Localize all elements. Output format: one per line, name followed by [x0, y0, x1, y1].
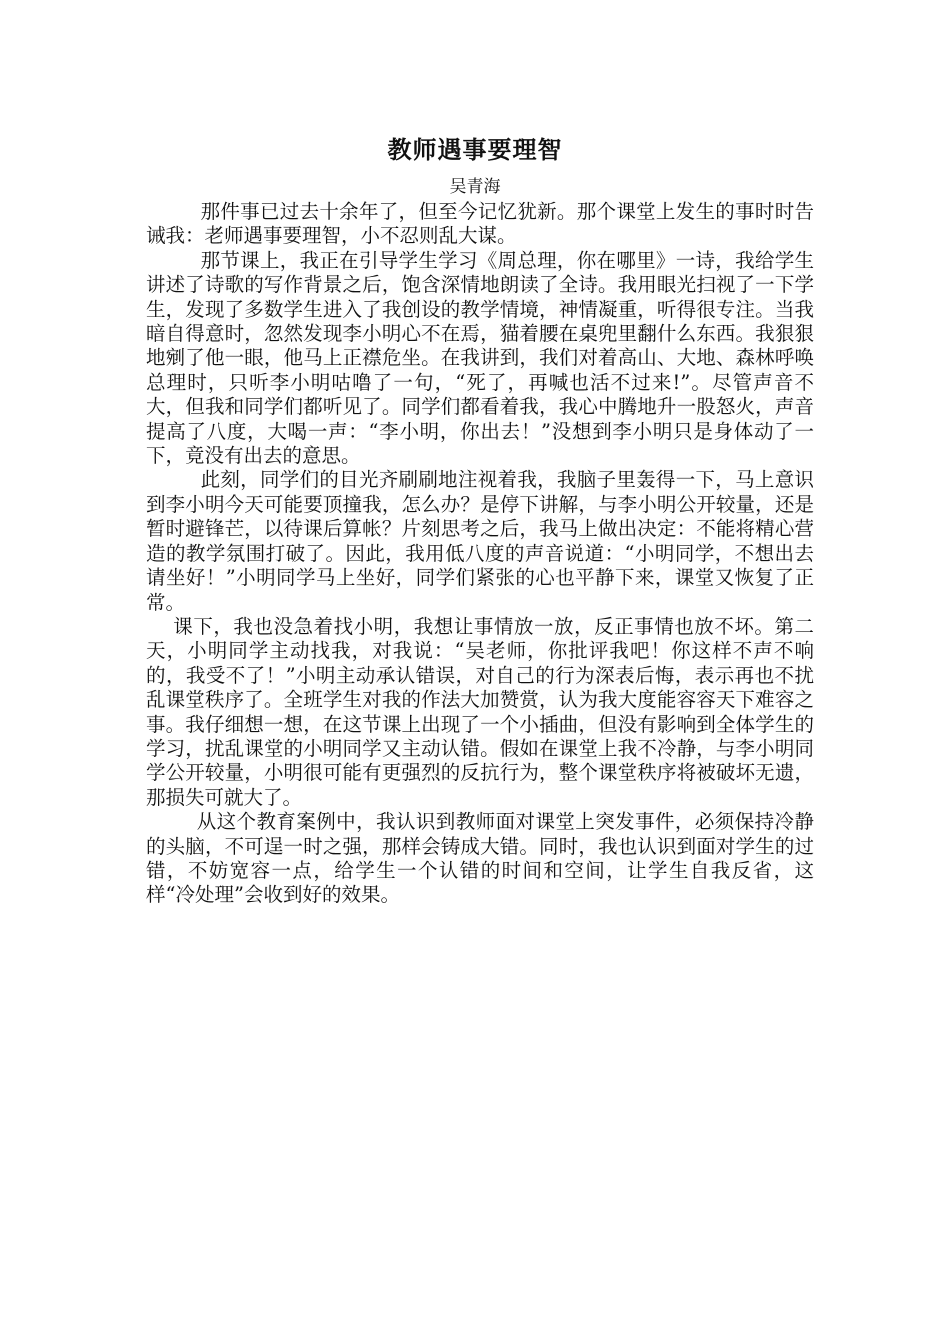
paragraph-1: 那件事已过去十余年了，但至今记忆犹新。那个课堂上发生的事时时告诫我：老师遇事要理智，小不忍则乱大谋。 — [146, 200, 814, 248]
paragraph-2: 那节课上，我正在引导学生学习《周总理，你在哪里》一诗，我给学生讲述了诗歌的写作背景之后，饱含深情地朗读了全诗。我用眼光扫视了一下学生，发现了多数学生进入了我创设的教学情境，神情凝重，听得很专注。当我暗自得意时，忽然发现李小明心不在焉，猫着腰在桌兜里翻什么东西。我狠狠地剜了他一眼，他马上正襟危坐。在我讲到，我们对着高山、大地、森林呼唤总理时，只听李小明咕噜了一句，“死了，再喊也活不过来!”。尽管声音不大，但我和同学们都听见了。同学们都看着我，我心中腾地升一股怒火，声音提高了八度，大喝一声：“李小明，你出去！”没想到李小明只是身体动了一下，竟没有出去的意思。 — [146, 248, 814, 468]
document-body — [146, 200, 814, 908]
document-title: 教师遇事要理智 — [387, 135, 563, 164]
document-author: 吴青海 — [449, 177, 501, 197]
paragraph-4: 课下，我也没急着找小明，我想让事情放一放，反正事情也放不坏。第二天，小明同学主动找我，对我说：“吴老师，你批评我吧！你这样不声不响的，我受不了！”小明主动承认错误，对自己的行为深表后悔，表示再也不扰乱课堂秩序了。全班学生对我的作法大加赞赏，认为我大度能容容天下难容之事。我仔细想一想，在这节课上出现了一个小插曲，但没有影响到全体学生的学习，扰乱课堂的小明同学又主动认错。假如在课堂上我不冷静，与李小明同学公开较量，小明很可能有更强烈的反抗行为，整个课堂秩序将被破坏无遗，那损失可就大了。 — [146, 614, 814, 809]
paragraph-3: 此刻，同学们的目光齐刷刷地注视着我，我脑子里轰得一下，马上意识到李小明今天可能要顶撞我，怎么办？是停下讲解，与李小明公开较量，还是暂时避锋芒，以待课后算帐？片刻思考之后，我马上做出决定：不能将精心营造的教学氛围打破了。因此，我用低八度的声音说道：“小明同学，不想出去请坐好！”小明同学马上坐好，同学们紧张的心也平静下来，课堂又恢复了正常。 — [146, 468, 814, 614]
paragraph-5: 从这个教育案例中，我认识到教师面对课堂上突发事件，必须保持冷静的头脑，不可逞一时之强，那样会铸成大错。同时，我也认识到面对学生的过错，不妨宽容一点，给学生一个认错的时间和空间，让学生自我反省，这样“冷处理”会收到好的效果。 — [146, 810, 814, 907]
